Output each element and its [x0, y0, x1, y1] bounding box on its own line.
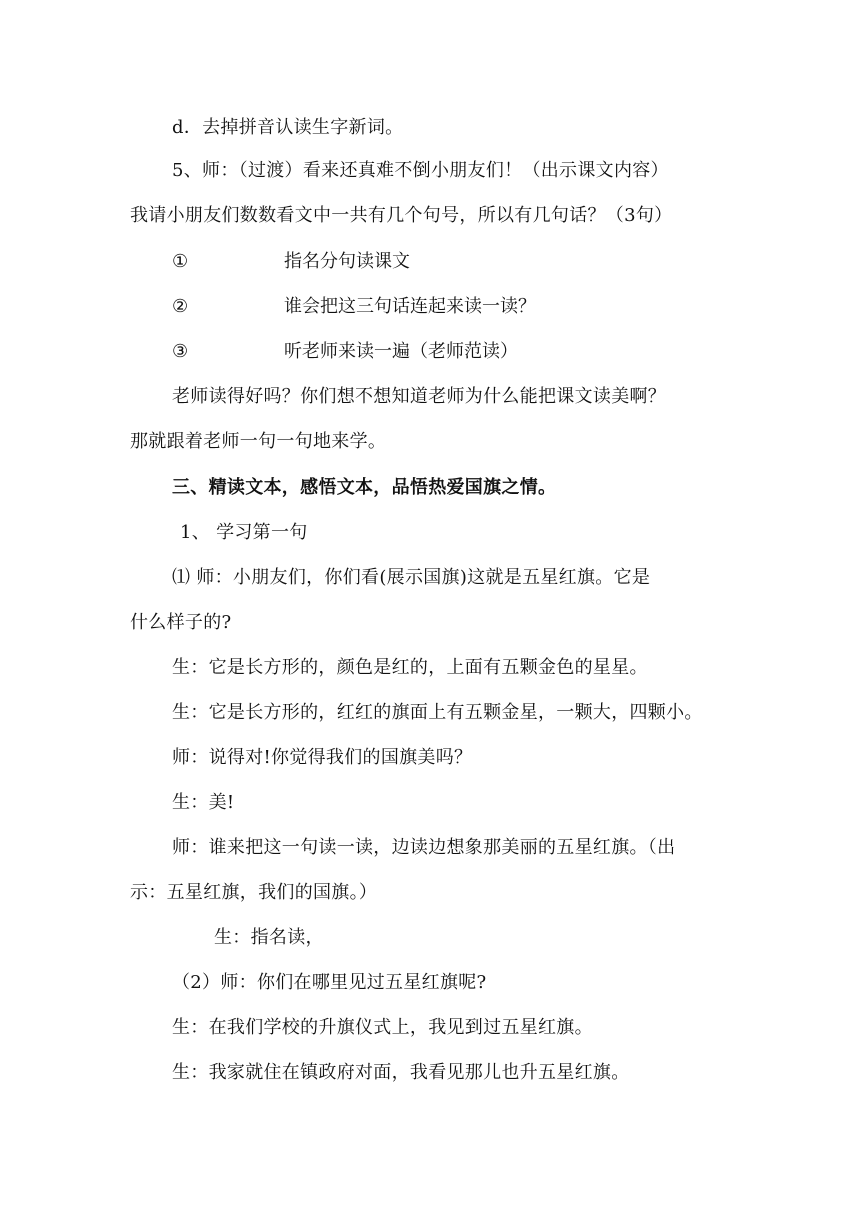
paragraph-line: 生：美! — [172, 792, 235, 813]
paragraph-line: 师：说得对!你觉得我们的国旗美吗？ — [172, 747, 473, 768]
list-number: ① — [172, 251, 189, 272]
paragraph-line: 师：谁来把这一句读一读，边读边想象那美丽的五星红旗。（出 — [172, 837, 676, 858]
paragraph-line: 生：我家就住在镇政府对面，我看见那儿也升五星红旗。 — [172, 1062, 630, 1083]
list-text: 听老师来读一遍（老师范读） — [284, 341, 518, 362]
paragraph-line: 老师读得好吗？你们想不想知道老师为什么能把课文读美啊？ — [172, 386, 667, 407]
section-heading: 三、精读文本，感悟文本，品悟热爱国旗之情。 — [172, 477, 557, 498]
paragraph-line: 生：它是长方形的，颜色是红的，上面有五颗金色的星星。 — [172, 657, 648, 678]
paragraph-line: 什么样子的? — [130, 612, 232, 633]
list-number: ③ — [172, 341, 189, 362]
paragraph-line: d．去掉拼音认读生字新词。 — [172, 117, 404, 138]
paragraph-line: 生：指名读， — [214, 927, 324, 948]
paragraph-line: 示：五星红旗，我们的国旗。） — [130, 882, 378, 903]
subsection-heading: 1、 学习第一句 — [180, 522, 308, 543]
paragraph-line: ⑴ 师：小朋友们，你们看(展示国旗)这就是五星红旗。它是 — [172, 567, 651, 588]
paragraph-line: 生：它是长方形的，红红的旗面上有五颗金星，一颗大，四颗小。 — [172, 702, 703, 723]
paragraph-line: 我请小朋友们数数看文中一共有几个句号，所以有几句话？（3句） — [130, 205, 673, 226]
list-number: ② — [172, 296, 189, 317]
paragraph-line: 那就跟着老师一句一句地来学。 — [130, 431, 387, 452]
list-text: 指名分句读课文 — [284, 251, 410, 272]
paragraph-line: 生：在我们学校的升旗仪式上，我见到过五星红旗。 — [172, 1017, 593, 1038]
paragraph-line: 5、师：（过渡）看来还真难不倒小朋友们！（出示课文内容） — [172, 160, 669, 181]
list-text: 谁会把这三句话连起来读一读？ — [284, 296, 536, 317]
paragraph-line: （2）师：你们在哪里见过五星红旗呢? — [172, 972, 487, 993]
